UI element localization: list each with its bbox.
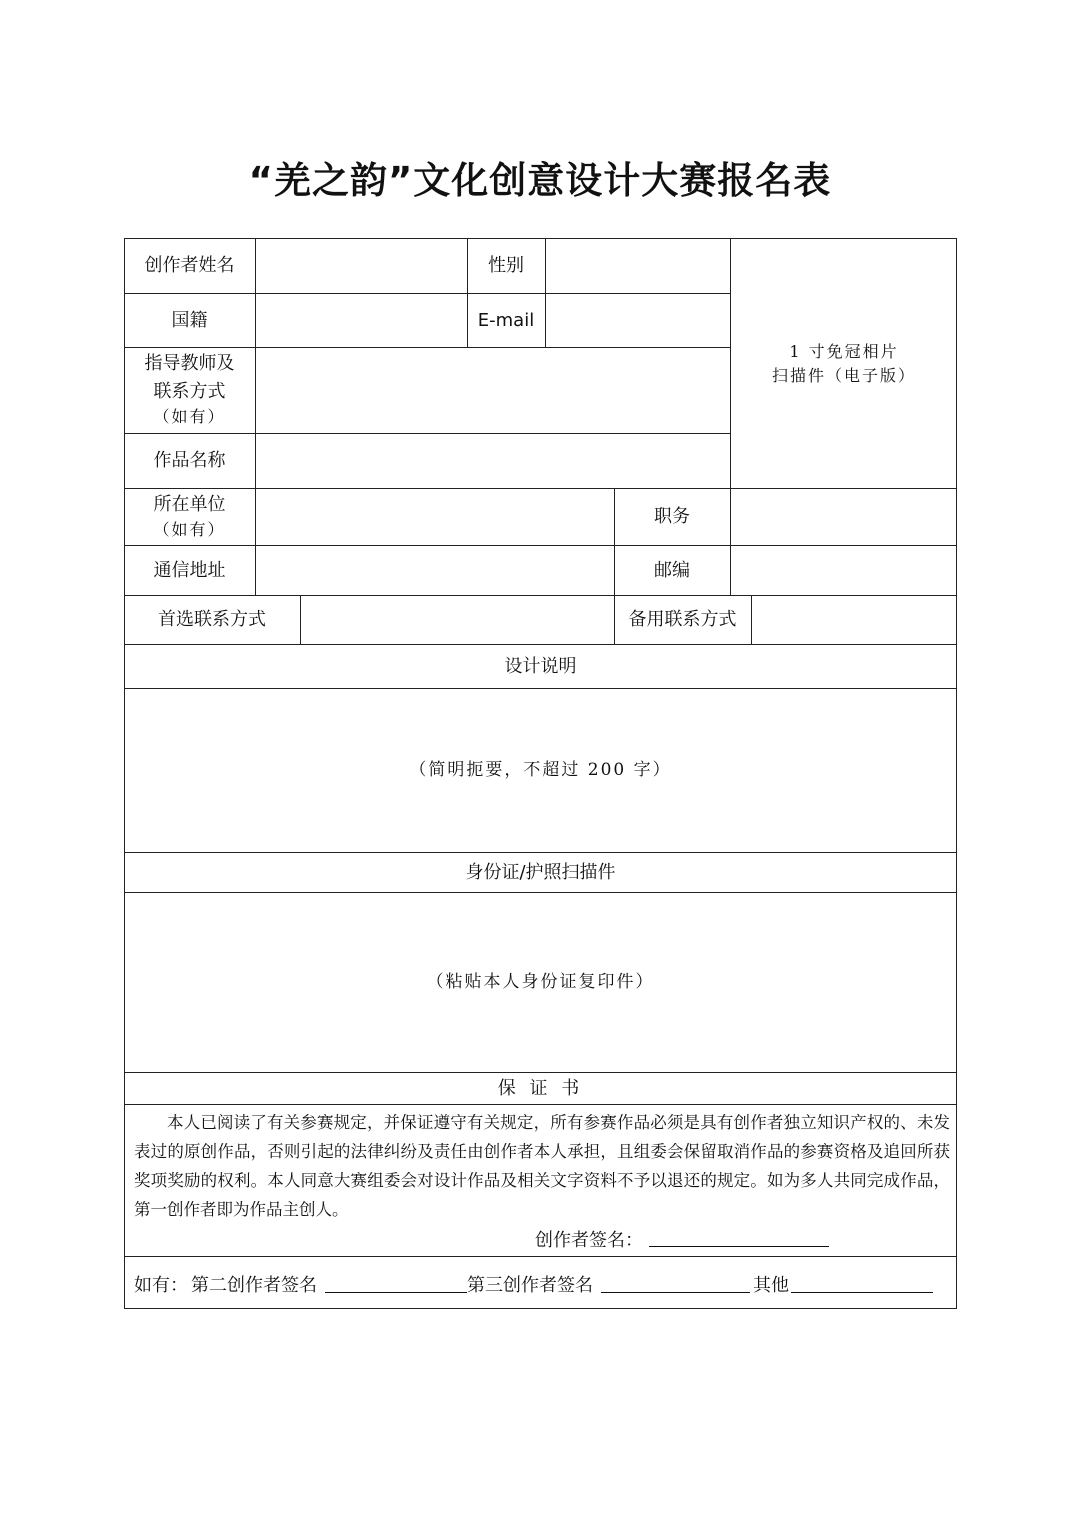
- postcode-label: 邮编: [654, 559, 690, 581]
- third-author-signature-line[interactable]: [601, 1292, 750, 1293]
- address-label: 通信地址: [153, 559, 226, 581]
- signature-label: 创作者签名：: [535, 1230, 643, 1251]
- gender-field[interactable]: [546, 239, 730, 293]
- postcode-field[interactable]: [731, 546, 957, 595]
- photo-size-text: 1 寸免冠相片: [789, 341, 899, 361]
- mentor-label-line2: 联系方式: [153, 380, 226, 402]
- third-author-label: 第三创作者签名: [467, 1275, 593, 1296]
- address-field[interactable]: [256, 546, 614, 595]
- organization-label-main: 所在单位: [153, 494, 226, 515]
- author-name-field[interactable]: [256, 239, 467, 293]
- author-name-label: 创作者姓名: [144, 255, 235, 276]
- nationality-field[interactable]: [256, 294, 467, 347]
- email-field[interactable]: [546, 294, 730, 347]
- second-author-signature-line[interactable]: [325, 1292, 467, 1293]
- design-description-hint: （简明扼要，不超过 200 字）: [409, 759, 672, 780]
- work-name-field[interactable]: [256, 434, 730, 488]
- mentor-label-line1: 指导教师及: [144, 352, 235, 374]
- signature-line[interactable]: [649, 1246, 829, 1247]
- preferred-contact-field[interactable]: [301, 596, 614, 644]
- other-label: 其他: [753, 1275, 789, 1296]
- design-description-header: 设计说明: [504, 655, 577, 677]
- id-scan-hint: （粘贴本人身份证复印件）: [426, 971, 655, 992]
- nationality-label: 国籍: [171, 309, 208, 331]
- id-scan-header: 身份证/护照扫描件: [465, 861, 616, 883]
- organization-label-note: （如有）: [153, 520, 226, 539]
- design-description-field[interactable]: [124, 689, 957, 852]
- backup-contact-field[interactable]: [752, 596, 957, 644]
- page-title: “羌之韵”文化创意设计大赛报名表: [248, 159, 832, 202]
- position-label: 职务: [654, 506, 690, 527]
- backup-contact-label: 备用联系方式: [628, 609, 737, 630]
- organization-field[interactable]: [256, 489, 614, 545]
- row-divider: [124, 1256, 957, 1257]
- organization-label: [124, 488, 255, 545]
- pledge-header: 保 证 书: [497, 1077, 584, 1099]
- id-scan-field[interactable]: [124, 893, 957, 1072]
- other-signature-line[interactable]: [791, 1292, 933, 1293]
- preferred-contact-label: 首选联系方式: [158, 609, 266, 630]
- email-label: E-mail: [477, 309, 535, 331]
- pledge-text: 本人已阅读了有关参赛规定，并保证遵守有关规定，所有参赛作品必须是具有创作者独立知识产权的、未发表过的原创作品，否则引起的法律纠纷及责任由创作者本人承担，且组委会保留取消作品的参赛资格及追回所获奖项奖励的权利。本人同意大赛组委会对设计作品及相关文字资料不予以退还的规定。如为多人共同完成作品，第一创作者即为作品主创人。: [134, 1113, 950, 1219]
- co-author-prefix: 如有：: [134, 1275, 188, 1296]
- photo-format-text: 扫描件（电子版）: [771, 365, 916, 385]
- row-divider: [124, 1104, 957, 1105]
- mentor-contact-field[interactable]: [256, 348, 730, 433]
- work-name-label: 作品名称: [153, 450, 226, 471]
- mentor-label-note: （如有）: [153, 407, 226, 427]
- gender-label: 性别: [488, 255, 524, 276]
- second-author-label: 第二创作者签名: [191, 1275, 317, 1296]
- position-field[interactable]: [731, 489, 957, 545]
- photo-placeholder[interactable]: [731, 239, 957, 488]
- mentor-label: [124, 347, 255, 433]
